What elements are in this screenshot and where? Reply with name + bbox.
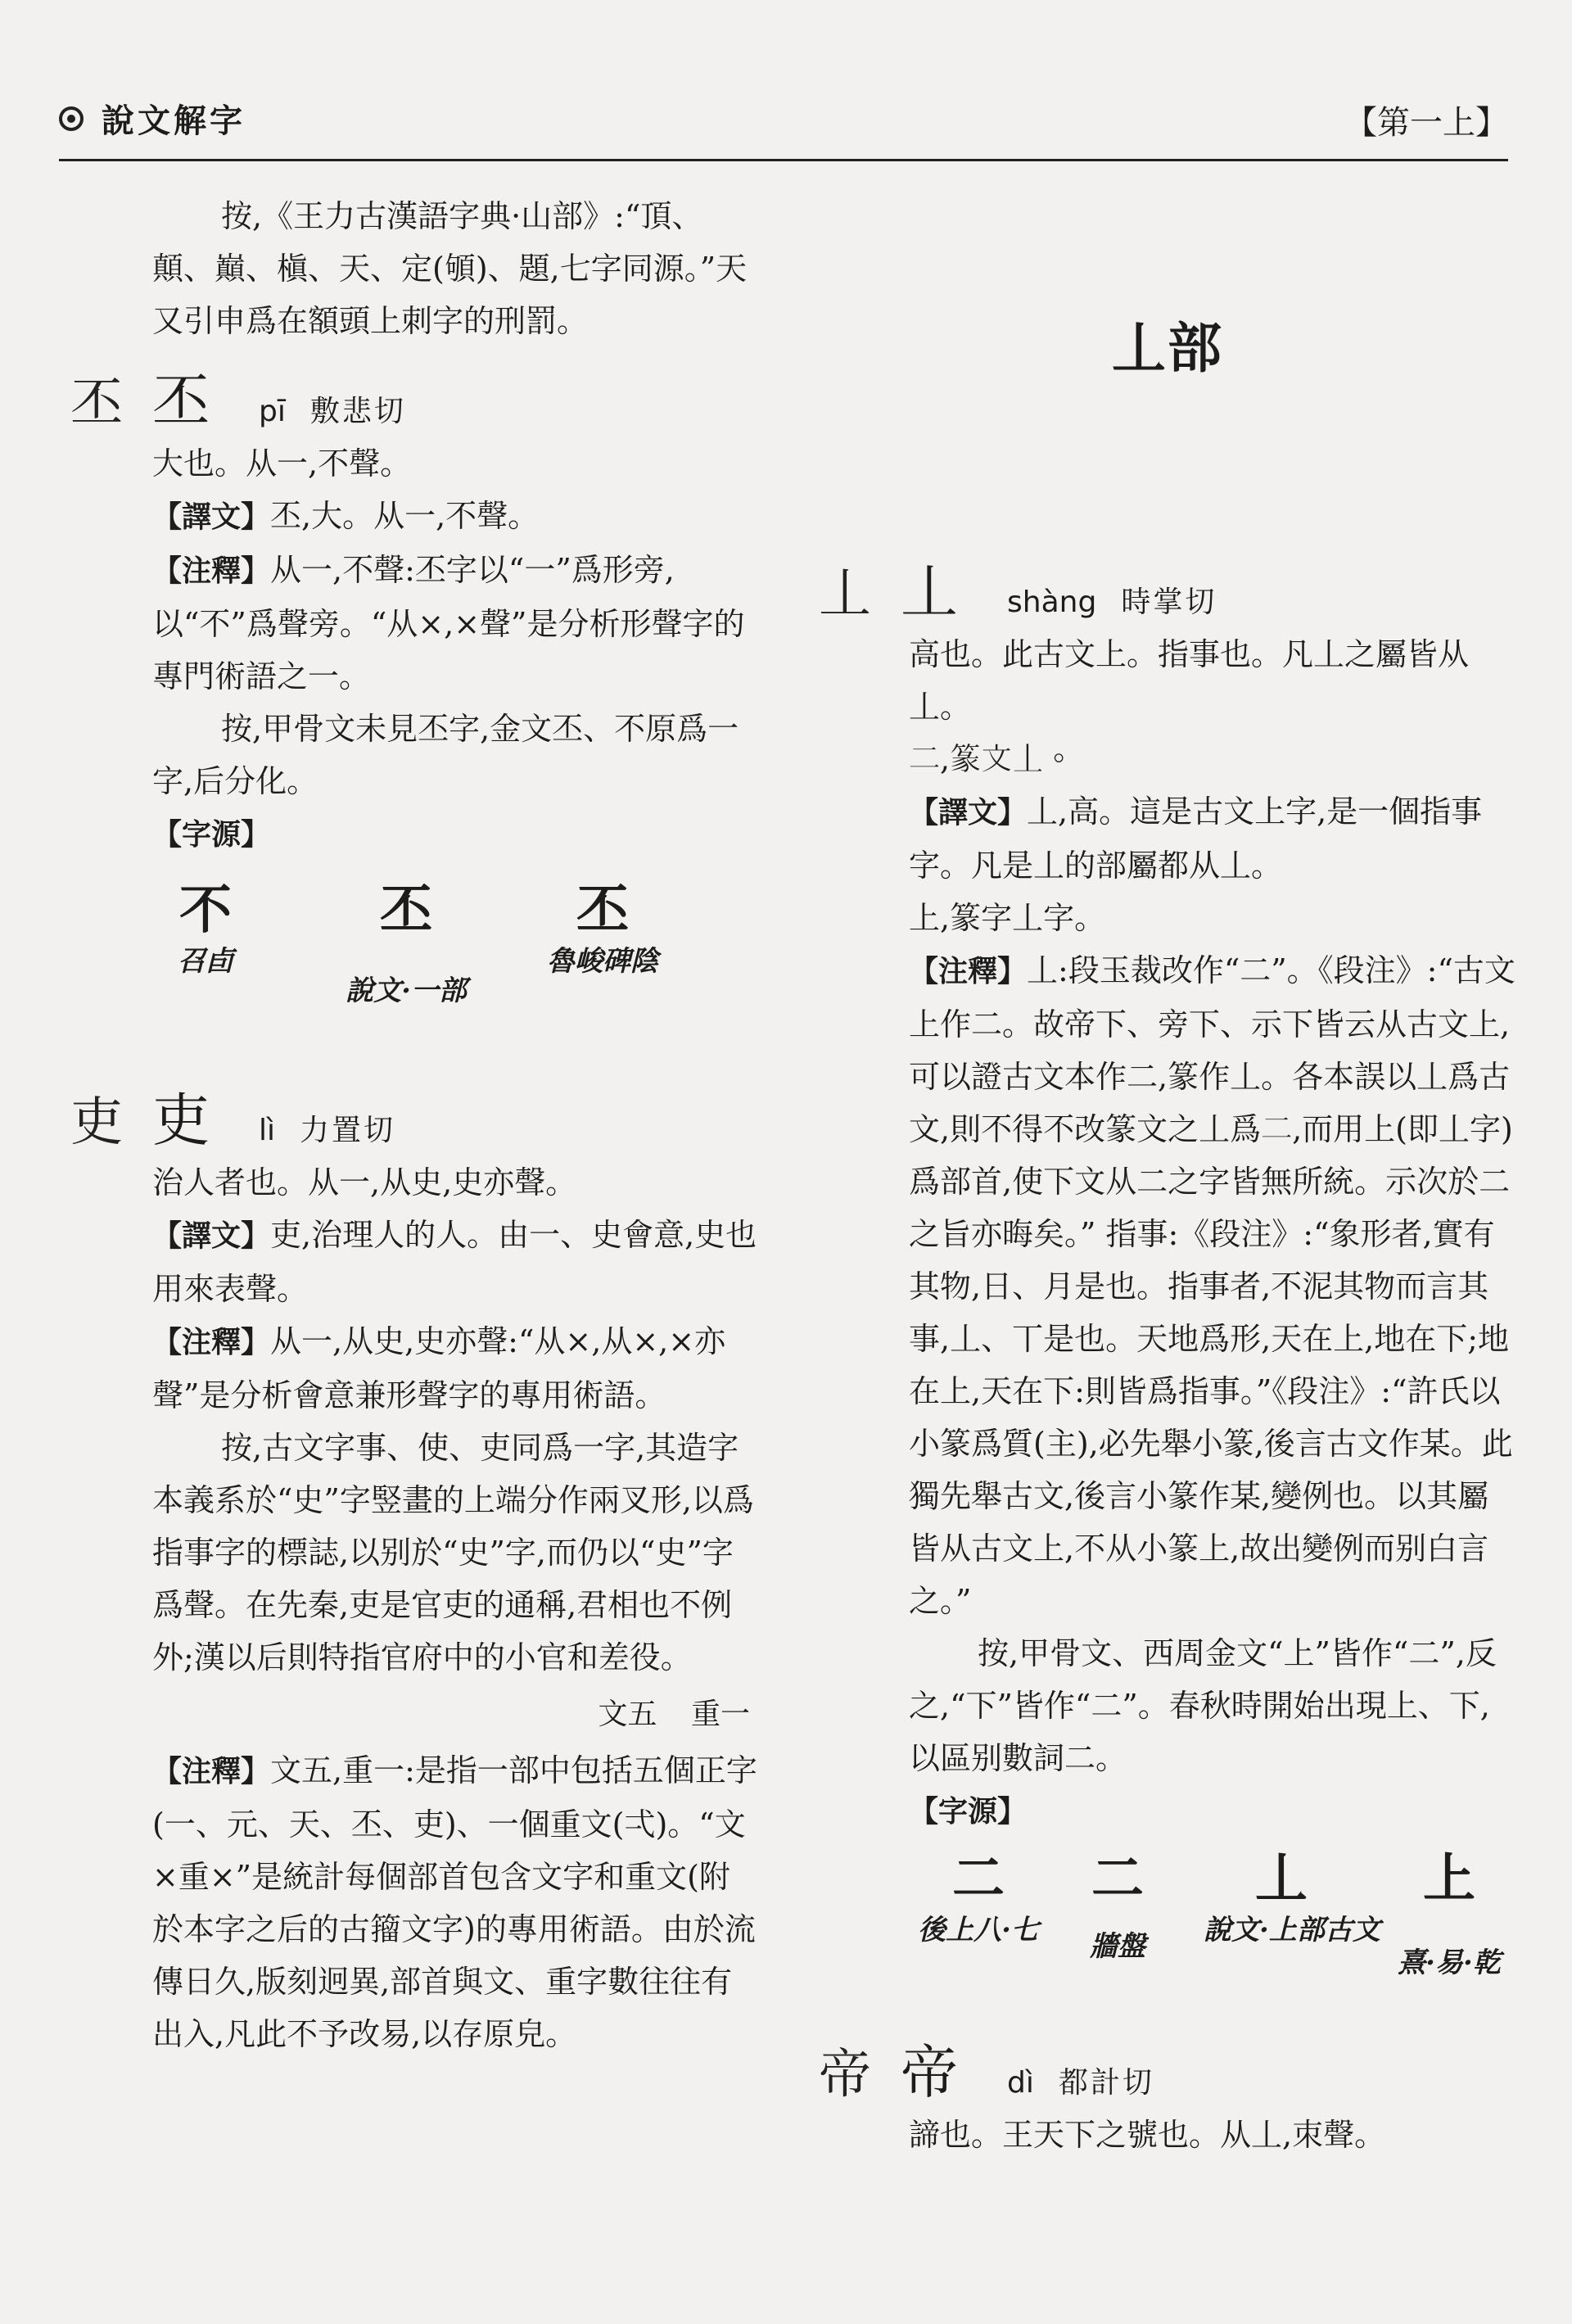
entry-body-shang	[819, 628, 1516, 1838]
glyph-item	[1384, 1847, 1515, 1981]
seal-char: 丄	[819, 564, 871, 625]
annotation-text: 丄:段玉裁改作“二”。《段注》:“古文上作二。故帝下、旁下、示下皆云从古文上,可以證古文本作二,篆作丄。各本誤以丄爲古文,則不得不改篆文之丄爲𠄞,而用上(即丄字)爲部首,使下文从二之字皆無所統。示次於二之旨亦晦矣。” 指事:《段注》:“象形者,實有其物,日、月是也。指事者,不泥其物而言其事,丄、丅是也。天地爲形,天在上,地在下;地在上,天在下:則皆爲指事。”《段注》:“許氏以小篆爲質(主),必先舉小篆,後言古文作某。此獨先舉古文,後言小篆作某,變例也。以其屬皆从古文上,不从小篆上,故出變例而别白言之。”	[909, 952, 1516, 1619]
glyph-row-shang	[909, 1838, 1516, 2019]
header-left	[59, 95, 246, 142]
glyph-source: 牆盤	[1090, 1930, 1145, 1963]
right-column	[819, 190, 1516, 2161]
annotation-text: 从一,从史,史亦聲:“从×,从×,×亦聲”是分析會意兼形聲字的專用術語。	[152, 1323, 726, 1413]
source-label: 【字源】	[909, 1795, 1028, 1829]
entry-body-di	[819, 2109, 1516, 2161]
glyph-item	[1204, 1847, 1380, 1948]
annotation-label: 【注釋】	[152, 554, 271, 588]
annotation-label: 【注釋】	[152, 1326, 271, 1359]
page-header	[59, 92, 1508, 161]
annotation	[152, 1315, 758, 1422]
annotation-text: 从一,不聲:丕字以“一”爲形旁,以“不”爲聲旁。“从×,×聲”是分析形聲字的專門術語之一。	[152, 552, 745, 694]
fanqie: 力置切	[300, 1114, 396, 1147]
glyph-char: 丄	[1255, 1848, 1308, 1910]
annotation-text: 文五,重一:是指一部中包括五個正字(一、元、天、丕、吏)、一個重文(弌)。“文×重×”是統計每個部首包含文字和重文(附於本字之后的古籀文字)的專用術語。由於流傳日久,版刻迥異,部首與文、重字數往往有出入,凡此不予改易,以存原皃。	[152, 1752, 757, 2052]
radical-title: 丄部	[1112, 317, 1223, 380]
entry-body-li	[70, 1156, 758, 2060]
seal-variant: 𠄞,篆文丄。	[909, 741, 1075, 777]
pinyin: lì	[259, 1114, 276, 1147]
glyph-item	[513, 878, 693, 979]
fanqie: 時掌切	[1121, 586, 1217, 619]
entry-body-pi	[70, 437, 758, 861]
definition: 治人者也。从一,从史,史亦聲。	[152, 1164, 577, 1200]
fanqie: 都計切	[1058, 2066, 1154, 2100]
translation-text: 丄,高。這是古文上字,是一個指事字。凡是丄的部屬都从丄。	[909, 794, 1483, 884]
source-heading	[909, 1784, 1516, 1838]
translation	[152, 490, 758, 544]
glyph-item	[160, 878, 251, 979]
glyph-item	[909, 1847, 1048, 1948]
head-char: 吏	[152, 1087, 210, 1154]
seal-char: 丕	[70, 373, 123, 434]
glyph-char: 丕	[576, 879, 629, 941]
seal-variant-2: 上,篆字丄字。	[909, 900, 1106, 936]
head-char: 丄	[901, 558, 958, 626]
seal-char: 帝	[819, 2045, 871, 2105]
glyph-char: 二	[952, 1848, 1005, 1910]
source-heading	[152, 807, 758, 861]
pinyin: dì	[1007, 2066, 1034, 2100]
glyph-char: 丕	[380, 879, 432, 941]
translation	[909, 785, 1516, 892]
annotation-label: 【注釋】	[909, 955, 1028, 988]
translation-text: 丕,大。从一,不聲。	[270, 498, 540, 534]
head-char: 丕	[152, 368, 210, 435]
entry-head-li	[70, 1074, 758, 1156]
translation-label: 【譯文】	[152, 500, 271, 534]
glyph-source: 說文·上部古文	[1204, 1914, 1380, 1946]
commentary: 按,甲骨文、西周金文“上”皆作“二”,反之,“下”皆作“二”。春秋時開始出現上、下,以區别數詞二。	[909, 1635, 1497, 1776]
final-annotation	[152, 1744, 758, 2060]
left-column	[70, 190, 758, 2060]
intro-note: 按,《王力古漢語字典·山部》:“頂、顛、巔、槇、天、定(䪷)、題,七字同源。”天又引申爲在額頭上刺字的刑罰。	[152, 198, 748, 339]
circle-dot-icon	[59, 106, 84, 131]
definition: 大也。从一,不聲。	[152, 445, 412, 482]
head-char: 帝	[901, 2039, 958, 2106]
glyph-source: 魯峻碑陰	[547, 945, 658, 978]
character-count: 文五 重一	[598, 1698, 750, 1731]
definition: 高也。此古文上。指事也。凡丄之屬皆从丄。	[909, 636, 1470, 725]
fanqie: 敷悲切	[309, 395, 406, 428]
book-title: 說文解字	[102, 102, 246, 140]
translation	[152, 1209, 758, 1315]
entry-head-di	[819, 2027, 1516, 2109]
definition: 諦也。王天下之號也。从丄,朿聲。	[909, 2117, 1386, 2153]
translation-text: 吏,治理人的人。由一、史會意,史也用來表聲。	[152, 1217, 757, 1307]
glyph-source: 召卣	[178, 945, 233, 978]
glyph-char: 二	[1091, 1848, 1144, 1910]
glyph-source: 後上八·七	[918, 1914, 1039, 1946]
commentary: 按,古文字事、使、吏同爲一字,其造字本義系於“史”字竪畫的上端分作兩叉形,以爲指事字的標誌,以别於“史”字,而仍以“史”字爲聲。在先秦,吏是官吏的通稱,君相也不例外;漢以后則特指官府中的小官和差役。	[152, 1430, 754, 1675]
translation-label: 【譯文】	[152, 1219, 271, 1253]
glyph-char: 上	[1423, 1848, 1475, 1910]
section-label: 【第一上】	[1344, 104, 1508, 142]
entry-head-shang	[819, 546, 1516, 628]
source-label: 【字源】	[152, 818, 271, 852]
commentary: 按,甲骨文未見丕字,金文丕、不原爲一字,后分化。	[152, 711, 739, 799]
entry-head-pi	[70, 355, 758, 437]
annotation	[909, 944, 1516, 1627]
glyph-item	[316, 878, 496, 1009]
glyph-row-pi	[152, 861, 758, 1066]
annotation-label: 【注釋】	[152, 1755, 271, 1788]
glyph-item	[1064, 1847, 1171, 1965]
translation-label: 【譯文】	[909, 796, 1028, 830]
pinyin: shàng	[1007, 586, 1097, 619]
annotation	[152, 544, 758, 703]
seal-char: 吏	[70, 1092, 123, 1153]
glyph-source: 熹·易·乾	[1398, 1946, 1501, 1979]
glyph-char: 不	[179, 879, 232, 941]
glyph-source: 說文·一部	[346, 974, 467, 1007]
pinyin: pī	[259, 395, 286, 428]
